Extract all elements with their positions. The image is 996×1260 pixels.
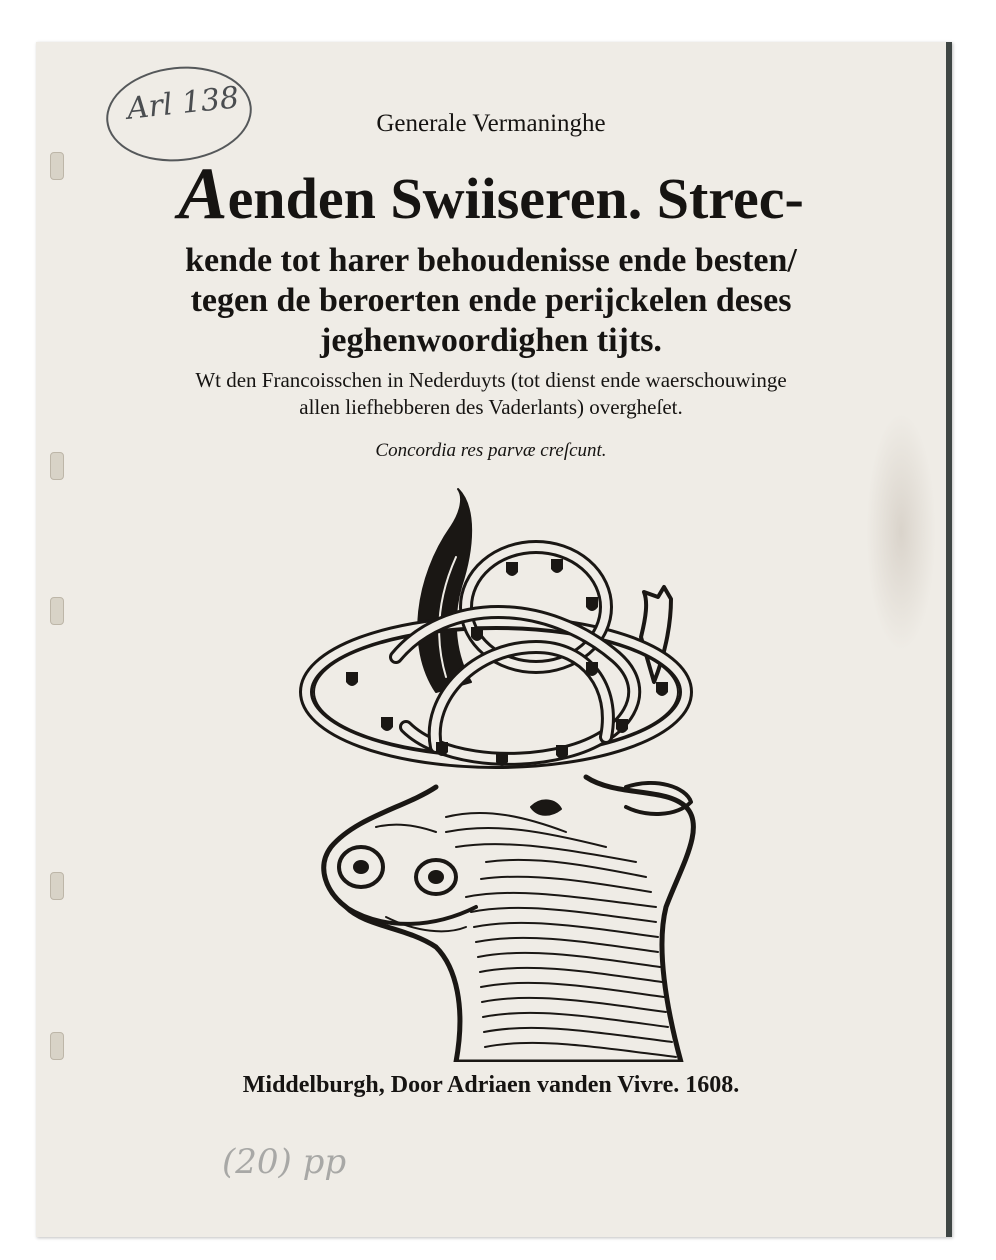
- title-page: [36, 42, 952, 1237]
- motto: Concordia res parvæ creſcunt.: [375, 440, 607, 461]
- binding-stitch: [50, 872, 64, 900]
- title-line-2-text: enden Swiiseren. Strec-: [227, 166, 804, 231]
- bull-head-woodcut-icon: [286, 487, 706, 1062]
- pencil-shelfmark: Arl 138: [125, 80, 241, 127]
- title-line-3: kende tot harer behoudenisse ende besten/: [185, 242, 797, 279]
- imprint: Middelburgh, Door Adriaen vanden Vivre. 1608.: [242, 1072, 740, 1098]
- title-line-4: tegen de beroerten ende perijckelen deses: [190, 282, 792, 319]
- subtitle-line-1: Wt den Francoisschen in Nederduyts (tot dienst ende waerschouwinge: [195, 368, 787, 392]
- subtitle-line-2: allen liefhebberen des Vaderlants) overgheſet.: [299, 395, 683, 419]
- title-line-2: [36, 152, 946, 237]
- title-line-1: Generale Vermaninghe: [376, 110, 606, 137]
- pencil-page-count: (20) pp: [222, 1142, 347, 1182]
- title-line-5: jeghenwoordighen tijts.: [320, 322, 662, 359]
- binding-stitch: [50, 597, 64, 625]
- decorated-initial: A: [178, 153, 228, 235]
- binding-stitch: [50, 1032, 64, 1060]
